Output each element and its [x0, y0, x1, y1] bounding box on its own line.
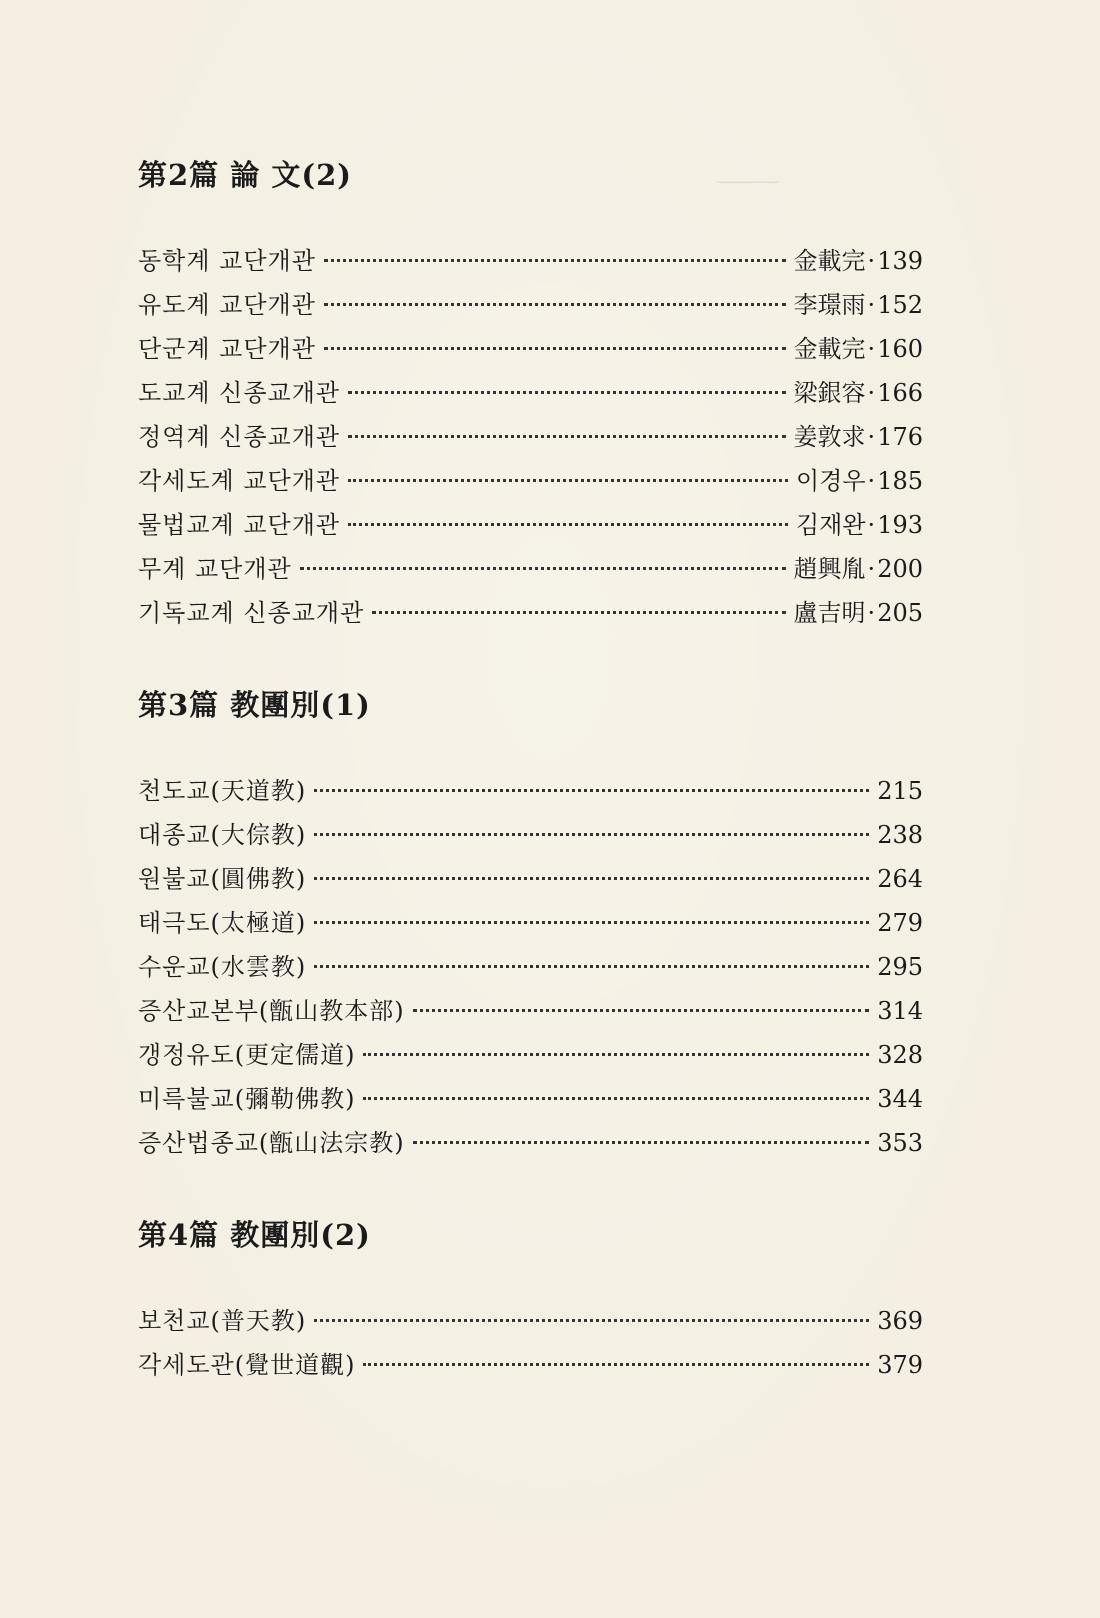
entry-page: 193: [877, 511, 923, 539]
toc-entry: [138, 901, 923, 945]
entry-author: 김재완: [795, 511, 866, 539]
toc-entry: [138, 989, 923, 1033]
dot-leader: [314, 965, 869, 968]
section-title: 第3篇 教團別(1): [138, 688, 371, 722]
section-4: [138, 1215, 923, 1387]
section-3: [138, 685, 923, 1165]
entry-page: 139: [877, 247, 923, 275]
entry-author: 金載完: [793, 247, 866, 275]
entry-author: 梁銀容: [793, 379, 866, 407]
entry-page: 264: [877, 865, 923, 893]
toc-entry: [138, 945, 923, 989]
entry-title: 미륵불교(彌勒佛教): [138, 1085, 356, 1113]
entry-title: 보천교(普天教): [138, 1307, 307, 1335]
dot-leader: [348, 479, 788, 482]
entry-title: 도교계 신종교개관: [138, 379, 341, 407]
entry-page: 344: [877, 1085, 923, 1113]
entry-title: 원불교(圓佛教): [138, 865, 307, 893]
separator-dot: ·: [867, 247, 876, 275]
toc-entry: [138, 459, 923, 503]
separator-dot: ·: [867, 555, 876, 583]
dot-leader: [363, 1053, 869, 1056]
toc-entry: [138, 1033, 923, 1077]
entry-author: 盧吉明: [793, 599, 866, 627]
dot-leader: [324, 303, 786, 306]
separator-dot: ·: [867, 467, 876, 495]
entry-page: 205: [877, 599, 923, 627]
entry-page: 328: [877, 1041, 923, 1069]
separator-dot: ·: [867, 379, 876, 407]
entry-title: 대종교(大倧教): [138, 821, 307, 849]
separator-dot: ·: [867, 511, 876, 539]
dot-leader: [314, 833, 869, 836]
entry-author: 金載完: [793, 335, 866, 363]
entry-list: [138, 1299, 923, 1387]
entry-page: 200: [877, 555, 923, 583]
entry-page: 353: [877, 1129, 923, 1157]
toc-entry: [138, 591, 923, 635]
entry-title: 기독교계 신종교개관: [138, 599, 365, 627]
separator-dot: ·: [867, 423, 876, 451]
entry-page: 369: [877, 1307, 923, 1335]
entry-page: 314: [877, 997, 923, 1025]
dot-leader: [413, 1141, 870, 1144]
entry-title: 단군계 교단개관: [138, 335, 316, 363]
entry-title: 천도교(天道教): [138, 777, 307, 805]
entry-page: 379: [877, 1351, 923, 1379]
toc-entry: [138, 327, 923, 371]
entry-page: 279: [877, 909, 923, 937]
dot-leader: [348, 435, 785, 438]
entry-title: 수운교(水雲教): [138, 953, 307, 981]
toc-entry: [138, 1299, 923, 1343]
entry-list: [138, 239, 923, 635]
dot-leader: [363, 1363, 869, 1366]
section-2: [138, 155, 923, 635]
toc-entry: [138, 283, 923, 327]
dot-leader: [314, 1319, 869, 1322]
toc-entry: [138, 1343, 923, 1387]
dot-leader: [314, 877, 869, 880]
dot-leader: [314, 789, 869, 792]
separator-dot: ·: [867, 291, 876, 319]
entry-title: 각세도관(覺世道觀): [138, 1351, 356, 1379]
dot-leader: [348, 391, 785, 394]
entry-title: 동학계 교단개관: [138, 247, 316, 275]
entry-page: 152: [877, 291, 923, 319]
bleed-through-text: ⸻: [715, 166, 780, 196]
dot-leader: [314, 921, 869, 924]
dot-leader: [363, 1097, 869, 1100]
dot-leader: [300, 567, 786, 570]
dot-leader: [372, 611, 785, 614]
toc-entry: [138, 239, 923, 283]
entry-page: 238: [877, 821, 923, 849]
entry-page: 295: [877, 953, 923, 981]
toc-entry: [138, 371, 923, 415]
entry-title: 증산법종교(甑山法宗教): [138, 1129, 405, 1157]
entry-page: 185: [877, 467, 923, 495]
entry-page: 160: [877, 335, 923, 363]
toc-entry: [138, 547, 923, 591]
entry-title: 정역계 신종교개관: [138, 423, 341, 451]
entry-author: 姜敦求: [793, 423, 866, 451]
toc-entry: [138, 503, 923, 547]
section-title: 第4篇 教團別(2): [138, 1218, 371, 1252]
entry-page: 166: [877, 379, 923, 407]
dot-leader: [324, 347, 786, 350]
toc-entry: [138, 415, 923, 459]
entry-author: 趙興胤: [793, 555, 866, 583]
separator-dot: ·: [867, 599, 876, 627]
entry-page: 215: [877, 777, 923, 805]
dot-leader: [324, 259, 786, 262]
toc-entry: [138, 769, 923, 813]
entry-title: 갱정유도(更定儒道): [138, 1041, 356, 1069]
dot-leader: [413, 1009, 870, 1012]
entry-author: 李璟雨: [793, 291, 866, 319]
entry-title: 무계 교단개관: [138, 555, 292, 583]
entry-title: 태극도(太極道): [138, 909, 307, 937]
toc-entry: [138, 857, 923, 901]
separator-dot: ·: [867, 335, 876, 363]
entry-title: 물법교계 교단개관: [138, 511, 341, 539]
toc-entry: [138, 1121, 923, 1165]
dot-leader: [348, 523, 788, 526]
entry-title: 증산교본부(甑山教本部): [138, 997, 405, 1025]
entry-page: 176: [877, 423, 923, 451]
entry-title: 유도계 교단개관: [138, 291, 316, 319]
toc-entry: [138, 813, 923, 857]
entry-author: 이경우: [795, 467, 866, 495]
section-title: 第2篇 論 文(2): [138, 158, 352, 192]
entry-title: 각세도계 교단개관: [138, 467, 341, 495]
entry-list: [138, 769, 923, 1165]
toc-entry: [138, 1077, 923, 1121]
